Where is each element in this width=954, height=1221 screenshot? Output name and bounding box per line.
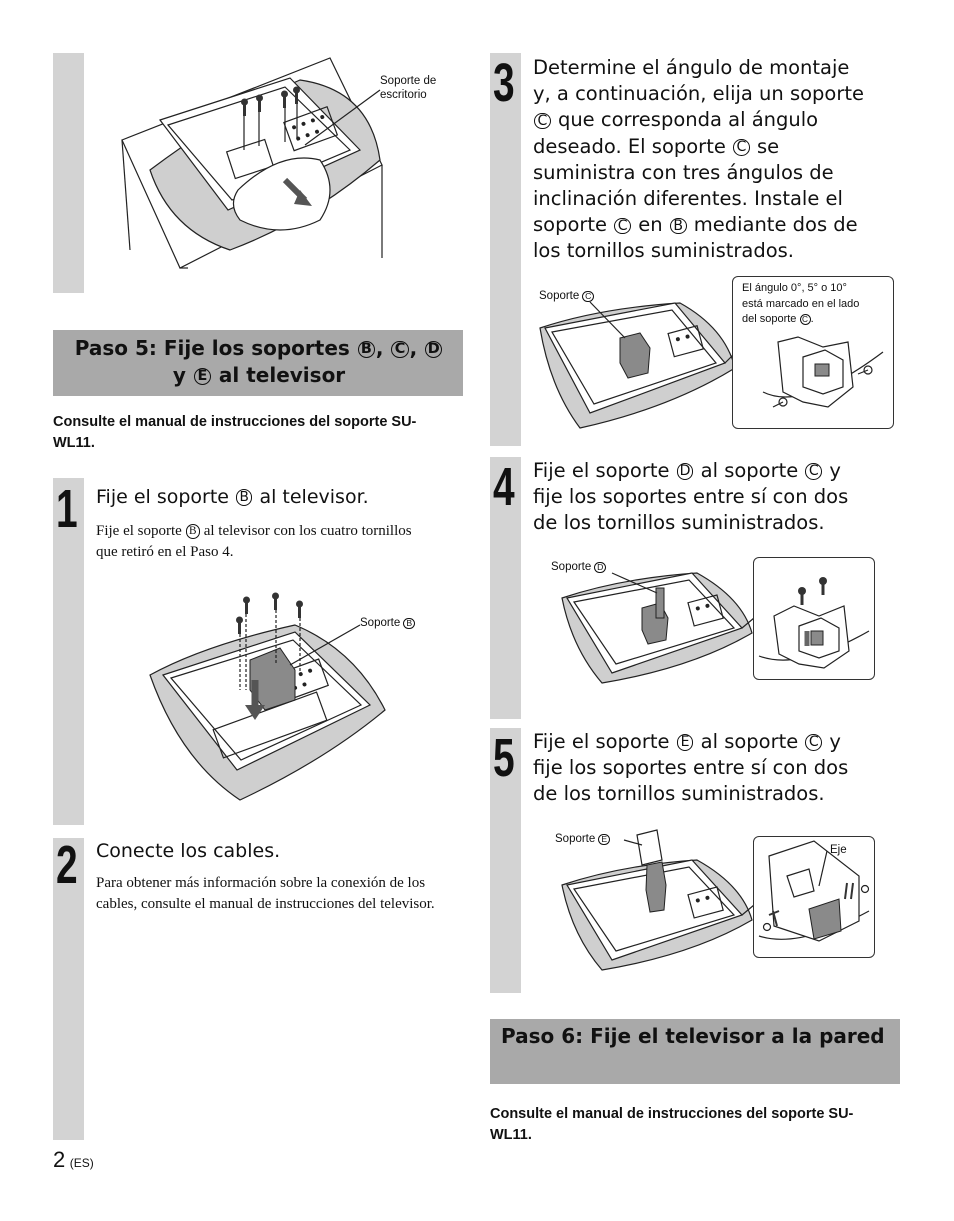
step-2-number: 2	[56, 835, 78, 895]
step-3-number: 3	[493, 53, 515, 113]
step-5-callout: Soporte E	[555, 832, 610, 846]
attach-bracket-d-illustration	[562, 568, 757, 688]
paso-6-note: Consulte el manual de instrucciones del soporte SU-WL11.	[490, 1106, 854, 1143]
desktop-stand-callout: Soporte de escritorio	[380, 75, 437, 101]
step-1-body: Fije el soporte B al televisor con los cuatro tornillos que retiró en el Paso 4.	[96, 523, 412, 560]
step-1-callout: Soporte B	[360, 616, 415, 630]
step-1-title: Fije el soporte B al televisor.	[96, 486, 369, 508]
step-3-callout: Soporte C	[539, 289, 594, 303]
step-2-body: Para obtener más información sobre la conexión de los cables, consulte el manual de instrucciones del televisor.	[96, 875, 435, 912]
attach-bracket-b-illustration	[145, 590, 390, 805]
step-4-callout: Soporte D	[551, 560, 606, 574]
section-header-paso-5	[53, 330, 463, 396]
bracket-e-detail	[759, 841, 871, 953]
step-3-title: Determine el ángulo de montaje y, a continuación, elija un soporte C que corresponda al ángulo deseado. El soporte C se suministra con tres ángulos de inclinación diferentes. Instale el soporte C en B mediante dos de los tornillos suministrados.	[533, 56, 865, 263]
attach-bracket-e-illustration	[562, 820, 757, 980]
step-5-title: Fije el soporte E al soporte C y fije los soportes entre sí con dos de los tornillos suministrados.	[533, 730, 849, 806]
paso-5-title: Paso 5: Fije los soportes B , C , D y E al televisor	[64, 335, 454, 389]
step-4-title: Fije el soporte D al soporte C y fije los soportes entre sí con dos de los tornillos suministrados.	[533, 459, 849, 535]
attach-bracket-c-illustration	[540, 298, 740, 438]
step-sidebar-continued	[53, 53, 84, 293]
step-5-detail-box	[753, 836, 875, 958]
step-3-detail-text: El ángulo 0°, 5° o 10° está marcado en el lado del soporte C .	[742, 282, 860, 325]
bracket-d-detail	[759, 576, 871, 676]
step-3-detail-box	[732, 276, 894, 429]
axis-callout: Eje	[830, 844, 847, 856]
section-header-paso-6	[490, 1019, 900, 1084]
step-5-number: 5	[493, 728, 515, 788]
paso-6-title: Paso 6: Fije el televisor a la pared	[501, 1024, 885, 1048]
step-1-number: 1	[56, 479, 78, 539]
page-number: 2 (ES)	[53, 1147, 94, 1172]
step-2-title: Conecte los cables.	[96, 840, 281, 862]
step-4-number: 4	[493, 457, 515, 517]
step-4-detail-box	[753, 557, 875, 680]
bracket-c-detail	[763, 332, 888, 422]
paso-5-note: Consulte el manual de instrucciones del soporte SU-WL11.	[53, 414, 417, 451]
